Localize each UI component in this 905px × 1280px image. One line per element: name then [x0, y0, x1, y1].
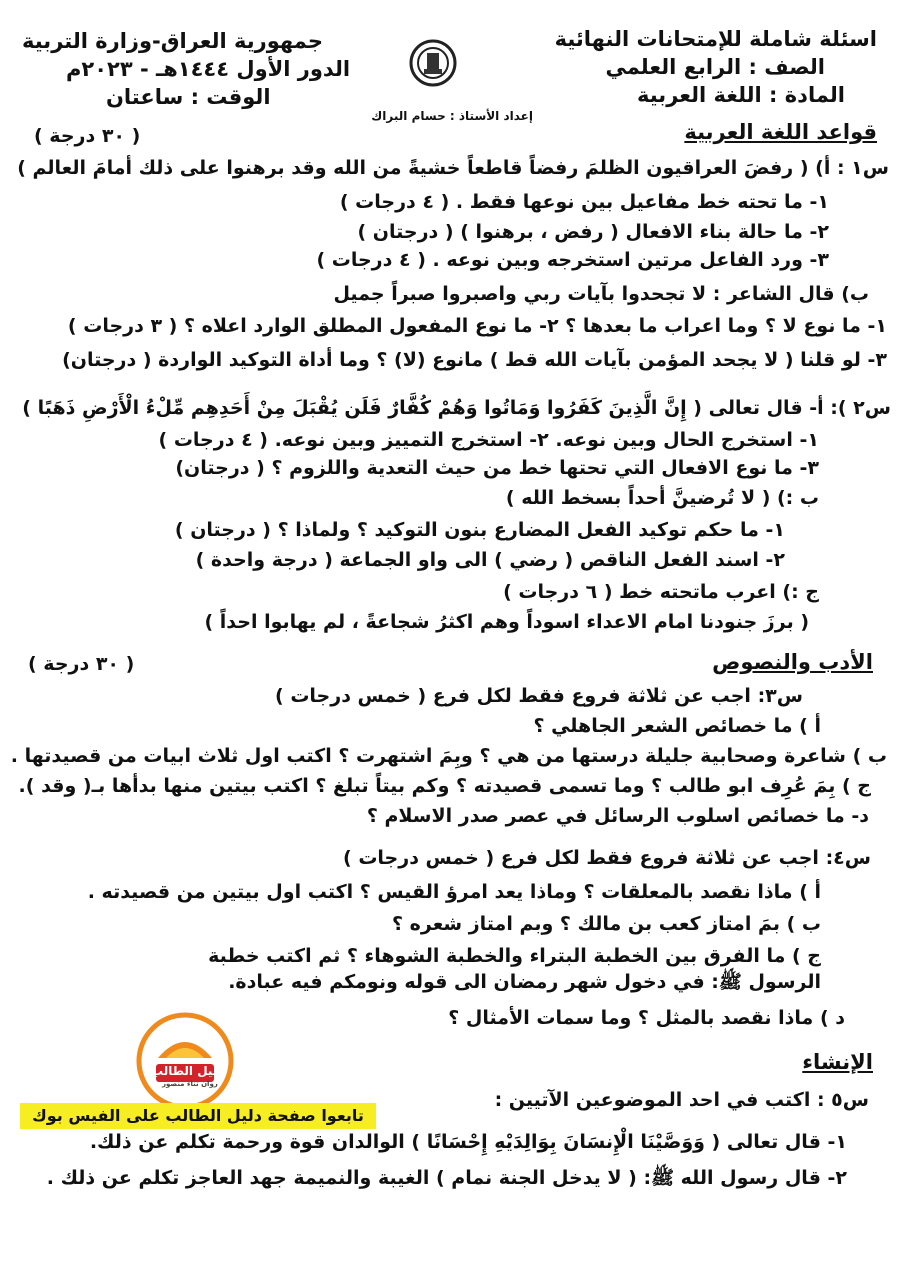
author-credit: إعداد الأستاذ : حسام البراك [371, 109, 533, 123]
q5-title: س٥ : اكتب في احد الموضوعين الآتيين : [494, 1089, 869, 1111]
q4-c2: الرسول ﷺ: في دخول شهر رمضان الى قوله ونومكم فيه عبادة. [228, 971, 821, 993]
q2-a: س٢ ): أ- قال تعالى ( إِنَّ الَّذِينَ كَفَرُوا وَمَاتُوا وَهُمْ كُفَّارٌ فَلَن يُقْبَلَ مِنْ أَحَدِهِم مِّلْءُ الْأَرْضِ ذَهَبًا ) [22, 397, 891, 419]
q3-c: ج ) بِمَ عُرِف ابو طالب ؟ وما تسمى قصيدته ؟ وكم بيتاً تبلغ ؟ اكتب بيتين منها بدأها بـ( وقد ). [18, 775, 871, 797]
q5-topic-2: ٢- قال رسول الله ﷺ: ( لا يدخل الجنة نمام ) الغيبة والنميمة جهد العاجز تكلم عن ذلك . [46, 1167, 847, 1189]
badge-sub: روان ثناء منصور [162, 1080, 218, 1088]
header-ministry: جمهورية العراق-وزارة التربية [22, 29, 324, 53]
q1-b: ب) قال الشاعر : لا تجحدوا بآيات ربي واصبروا صبراً جميل [333, 283, 869, 305]
q1-b1: ١- ما نوع لا ؟ وما اعراب ما بعدها ؟ ٢- ما نوع المفعول المطلق الوارد اعلاه ؟ ( ٣ درجات ) [67, 315, 887, 337]
q2-b1: ١- ما حكم توكيد الفعل المضارع بنون التوكيد ؟ ولماذا ؟ ( درجتان ) [174, 519, 785, 541]
q1-a1: ١- ما تحته خط مفاعيل بين نوعها فقط . ( ٤ درجات ) [339, 191, 829, 213]
section-essay-title: الإنشاء [802, 1050, 873, 1074]
q4-title: س٤: اجب عن ثلاثة فروع فقط لكل فرع ( خمس درجات ) [343, 847, 871, 869]
q4-a: أ ) ماذا نقصد بالمعلقات ؟ وماذا يعد امرؤ القيس ؟ اكتب اول بيتين من قصيدته . [87, 881, 821, 903]
q3-a: أ ) ما خصائص الشعر الجاهلي ؟ [533, 715, 821, 737]
section-lit-marks: ( ٣٠ درجة ) [28, 653, 135, 675]
q3-b: ب ) شاعرة وصحابية جليلة درستها من هي ؟ وبِمَ اشتهرت ؟ اكتب اول ثلاث ابيات من قصيدتها . [10, 745, 887, 767]
q3-title: س٣: اجب عن ثلاثة فروع فقط لكل فرع ( خمس درجات ) [275, 685, 803, 707]
q4-b: ب ) بمَ امتاز كعب بن مالك ؟ وبم امتاز شعره ؟ [392, 913, 821, 935]
q4-c1: ج ) ما الفرق بين الخطبة البتراء والخطبة الشوهاء ؟ ثم اكتب خطبة [208, 945, 821, 967]
ministry-emblem-icon [408, 36, 458, 90]
q1-a2: ٢- ما حالة بناء الافعال ( رفض ، برهنوا ) ( درجتان ) [357, 221, 829, 243]
section-grammar-title: قواعد اللغة العربية [684, 120, 877, 144]
student-guide-logo [136, 1012, 234, 1110]
header-subject: المادة : اللغة العربية [637, 83, 845, 107]
header-time: الوقت : ساعتان [106, 85, 271, 109]
q5-topic-1: ١- قال تعالى ( وَوَصَّيْنَا الْإِنسَانَ بِوَالِدَيْهِ إِحْسَانًا ) الوالدان قوة ورحمة تكلم عن ذلك. [89, 1131, 847, 1153]
q4-d: د ) ماذا نقصد بالمثل ؟ وما سمات الأمثال ؟ [448, 1007, 845, 1029]
q2-b2: ٢- اسند الفعل الناقص ( رضي ) الى واو الجماعة ( درجة واحدة ) [195, 549, 785, 571]
q2-c1: ( برزَ جنودنا امام الاعداء اسوداً وهم اكثرُ شجاعةً ، لم يهابوا احداً ) [204, 611, 809, 633]
header-title: اسئلة شاملة للإمتحانات النهائية [554, 27, 877, 51]
q1-b3: ٣- لو قلنا ( لا يجحد المؤمن بآيات الله قط ) مانوع (لا) ؟ وما أداة التوكيد الواردة ( درجتان) [62, 349, 887, 371]
q2-a3: ٣- ما نوع الافعال التي تحتها خط من حيث التعدية واللزوم ؟ ( درجتان) [175, 457, 819, 479]
q1-a3: ٣- ورد الفاعل مرتين استخرجه وبين نوعه . ( ٤ درجات ) [316, 249, 829, 271]
follow-banner: تابعوا صفحة دليل الطالب على الفيس بوك [20, 1103, 376, 1129]
header-grade: الصف : الرابع العلمي [605, 55, 825, 79]
q3-d: د- ما خصائص اسلوب الرسائل في عصر صدر الاسلام ؟ [366, 805, 869, 827]
section-grammar-marks: ( ٣٠ درجة ) [34, 125, 141, 147]
q2-b: ب :) ( لا تُرضينَّ أحداً بسخط الله ) [505, 487, 819, 509]
section-lit-title: الأدب والنصوص [712, 650, 873, 674]
q1-a: س١ : أ) ( رفضَ العراقيون الظلمَ رفضاً قاطعاً خشيةً من الله وقد برهنوا على ذلك أمامَ العالم ) [17, 157, 889, 179]
q2-a1: ١- استخرج الحال وبين نوعه. ٢- استخرج التمييز وبين نوعه. ( ٤ درجات ) [158, 429, 819, 451]
q2-c: ج :) اعرب ماتحته خط ( ٦ درجات ) [503, 581, 819, 603]
badge-name: دليل الطالب [151, 1064, 224, 1078]
header-session: الدور الأول ١٤٤٤هـ - ٢٠٢٣م [66, 57, 351, 81]
